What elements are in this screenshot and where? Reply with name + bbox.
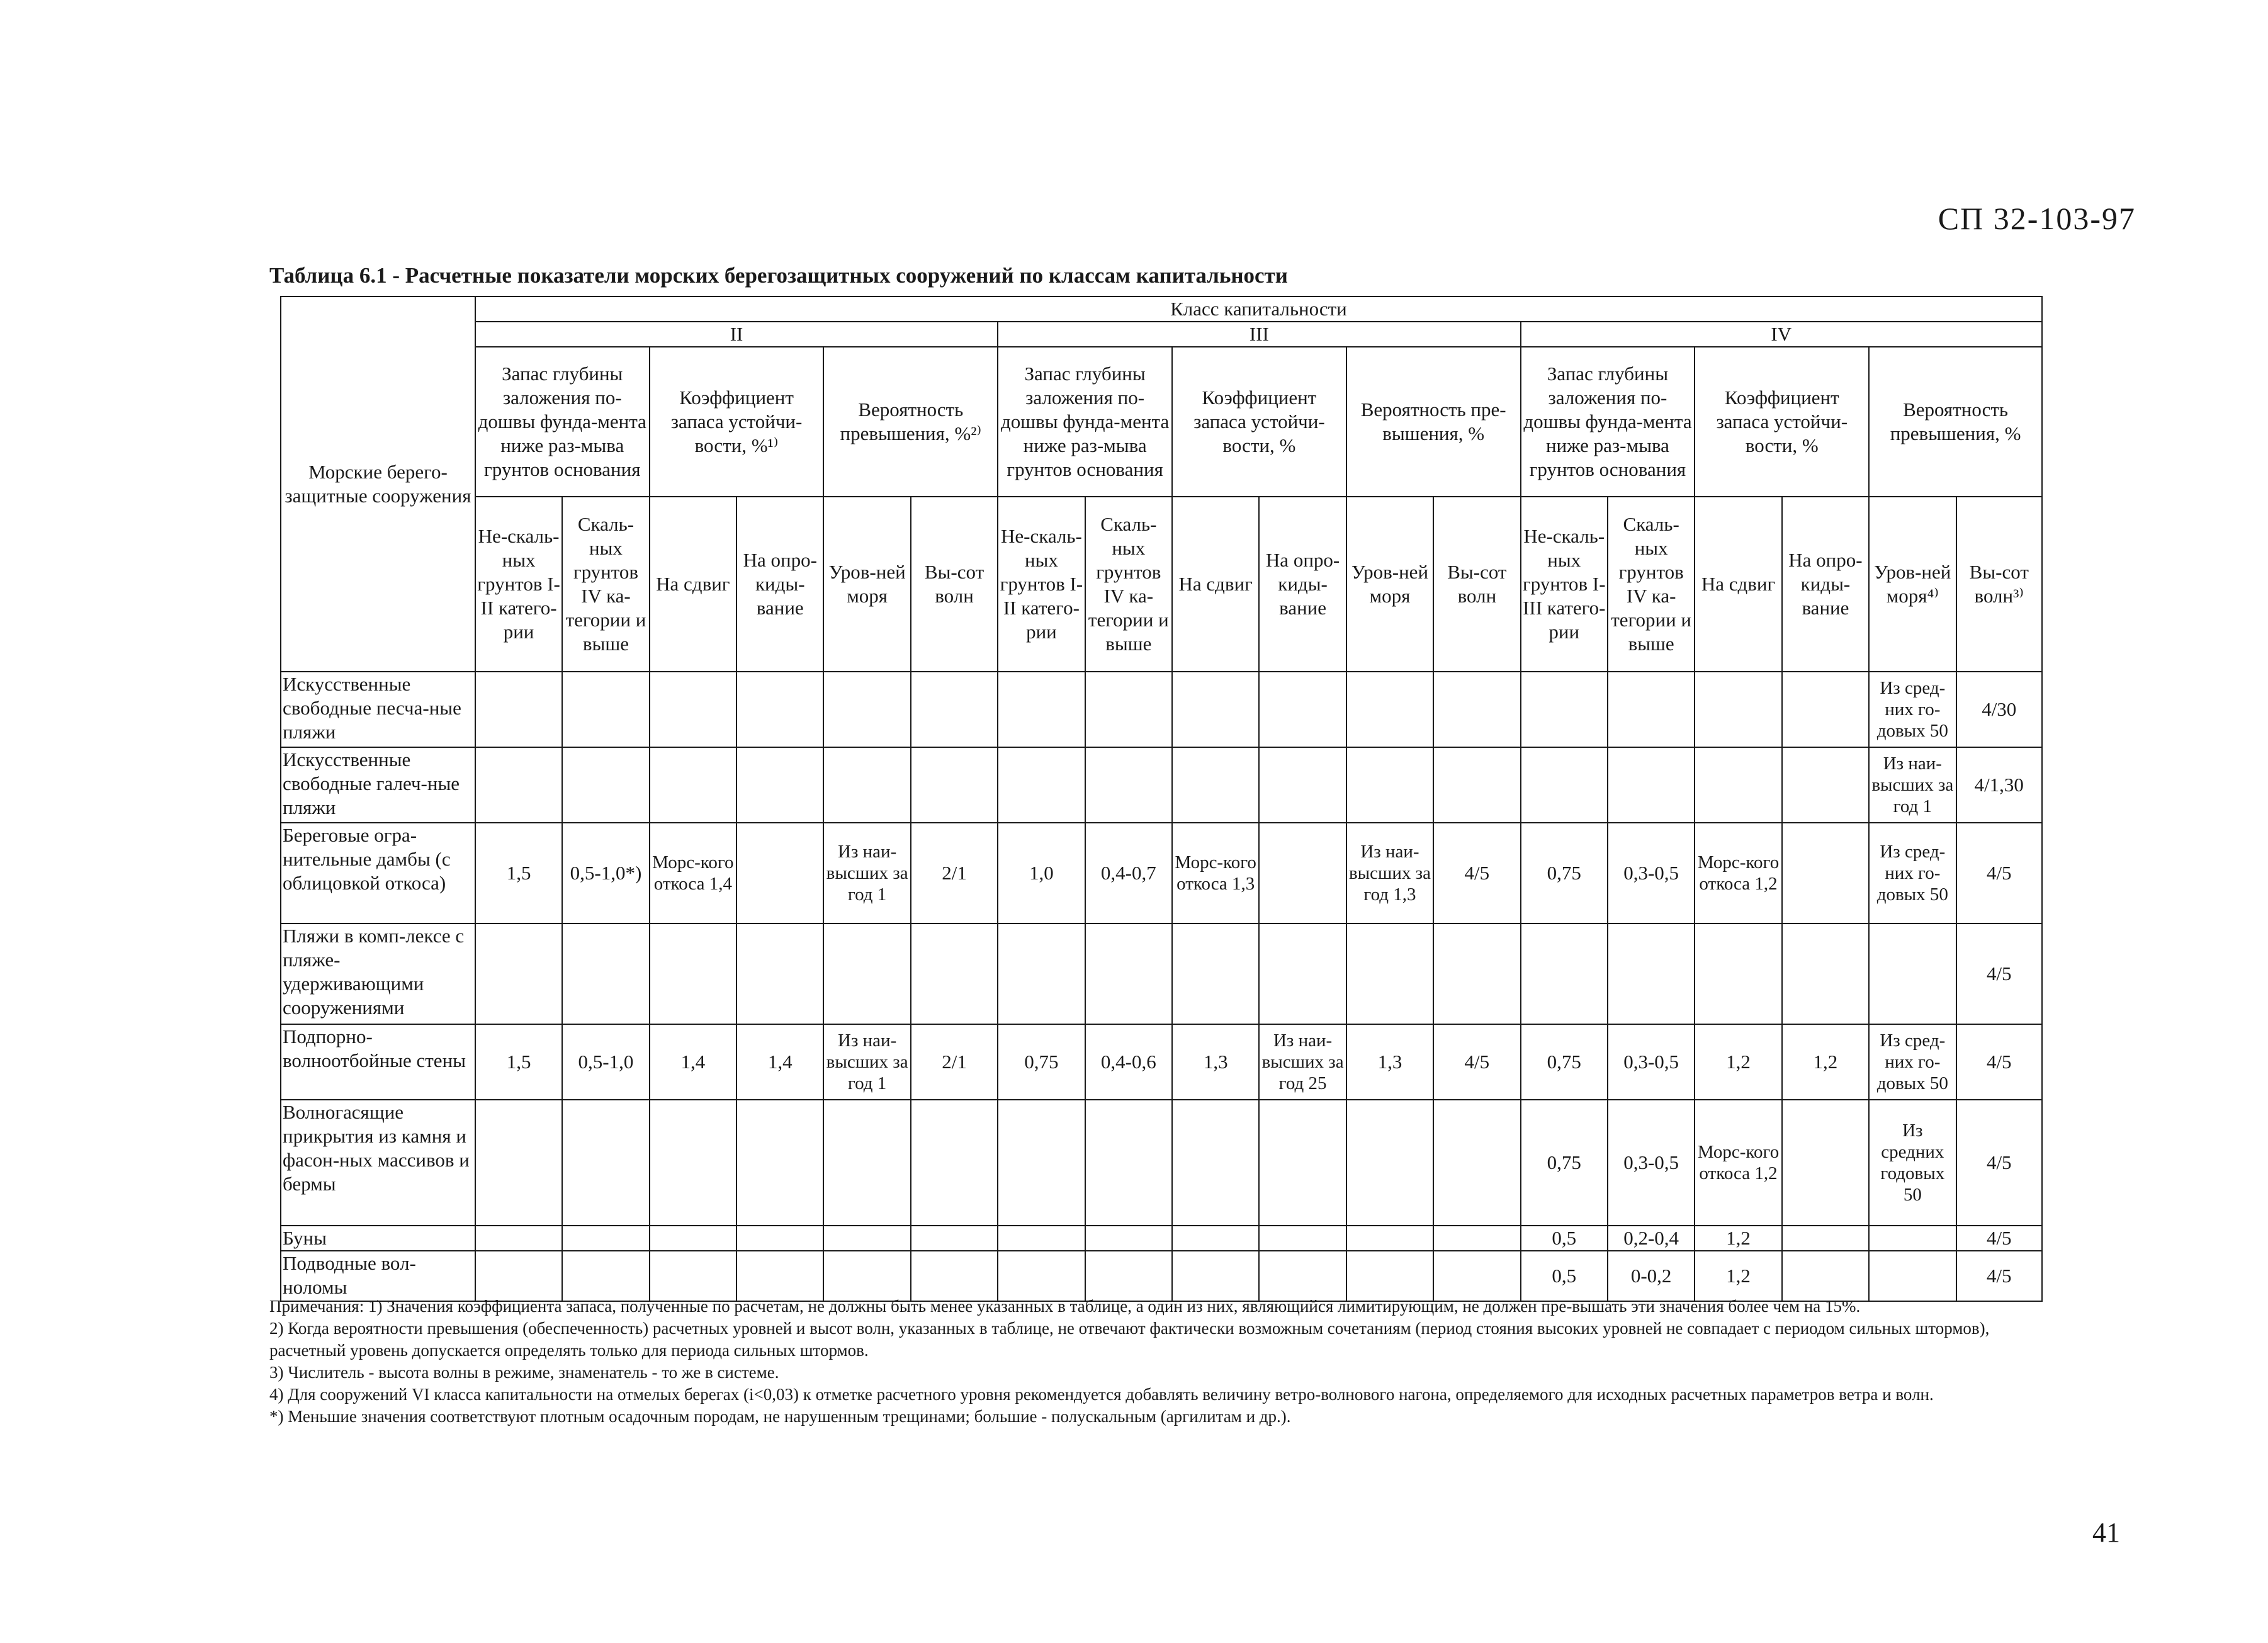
structure-name-cell: Буны: [281, 1226, 475, 1251]
value-cell: Морс-кого откоса 1,2: [1695, 823, 1781, 923]
row-header-cell: Морские берего-защитные сооружения: [281, 296, 475, 672]
value-cell: 1,4: [736, 1024, 823, 1100]
value-cell: 1,4: [650, 1024, 736, 1100]
value-cell: 0,75: [998, 1024, 1085, 1100]
value-cell: [823, 747, 910, 823]
value-cell: [1085, 923, 1172, 1024]
table-row: [281, 1100, 2042, 1226]
value-cell: 1,0: [998, 823, 1085, 923]
sub-nonrock-iv: Не-скаль-ных грунтов I-III катего-рии: [1521, 497, 1608, 672]
value-cell: [998, 1226, 1085, 1251]
sub-sea-ii: Уров-ней моря: [823, 497, 910, 672]
value-cell: 1,5: [475, 823, 562, 923]
value-cell: [1085, 672, 1172, 747]
value-cell: 4/5: [1433, 823, 1520, 923]
sub-shear-ii: На сдвиг: [650, 497, 736, 672]
value-cell: [1346, 1251, 1433, 1301]
group-coef-iv: Коэффициент запаса устойчи-вости, %: [1695, 347, 1869, 497]
table-row: [281, 672, 2042, 747]
value-cell: [736, 1251, 823, 1301]
value-cell: [736, 823, 823, 923]
value-cell: [562, 1100, 649, 1226]
note-4: 4) Для сооружений VI класса капитальности на отмелых берегах (i<0,03) к отметке расчетного уровня рекомендуется добавлять величину ветро-волнового нагона, определяемого для исходных расчетных параметров ветра и волн.: [269, 1385, 1934, 1404]
structure-name-cell: Береговые огра-нительные дамбы (с облицовкой откоса): [281, 823, 475, 923]
header-row-groups: [281, 347, 2042, 497]
sub-shear-iv: На сдвиг: [1695, 497, 1781, 672]
value-cell: [823, 1251, 910, 1301]
value-cell: [1433, 1226, 1520, 1251]
table-row: [281, 823, 2042, 923]
value-cell: [650, 672, 736, 747]
table-row: [281, 1024, 2042, 1100]
header-row-subcolumns: [281, 497, 2042, 672]
table-row: [281, 923, 2042, 1024]
group-depth-iii: Запас глубины заложения по-дошвы фунда-мента ниже раз-мыва грунтов основания: [998, 347, 1172, 497]
value-cell: [1085, 1100, 1172, 1226]
value-cell: [1433, 747, 1520, 823]
sub-rock-iii: Скаль-ных грунтов IV ка-тегории и выше: [1085, 497, 1172, 672]
class-header-cell: Класс капитальности: [475, 296, 2042, 322]
value-cell: [736, 1100, 823, 1226]
value-cell: [1259, 823, 1346, 923]
value-cell: 2/1: [911, 823, 998, 923]
value-cell: [1869, 1251, 1956, 1301]
value-cell: Из наи-высших за год 1: [1869, 747, 1956, 823]
value-cell: [1433, 1100, 1520, 1226]
structure-name-cell: Волногасящие прикрытия из камня и фасон-ных массивов и бермы: [281, 1100, 475, 1226]
value-cell: 4/5: [1956, 1100, 2042, 1226]
value-cell: 0,3-0,5: [1608, 1024, 1695, 1100]
structure-name-cell: Подводные вол-ноломы: [281, 1251, 475, 1301]
notes-block: [269, 1296, 2045, 1428]
value-cell: [1346, 923, 1433, 1024]
group-prob-ii: Вероятность превышения, %²⁾: [823, 347, 998, 497]
table-container: [280, 296, 2043, 1302]
value-cell: [1346, 747, 1433, 823]
sub-overturn-iv: На опро-киды-вание: [1782, 497, 1869, 672]
value-cell: [736, 1226, 823, 1251]
sub-rock-iv: Скаль-ных грунтов IV ка-тегории и выше: [1608, 497, 1695, 672]
sub-shear-iii: На сдвиг: [1172, 497, 1259, 672]
value-cell: [650, 747, 736, 823]
value-cell: 1,2: [1695, 1251, 1781, 1301]
sub-wave-iii: Вы-сот волн: [1433, 497, 1520, 672]
value-cell: [1259, 923, 1346, 1024]
value-cell: [823, 923, 910, 1024]
value-cell: 0,75: [1521, 823, 1608, 923]
value-cell: [650, 923, 736, 1024]
value-cell: 0,5: [1521, 1251, 1608, 1301]
value-cell: 0,3-0,5: [1608, 1100, 1695, 1226]
table-row: [281, 747, 2042, 823]
value-cell: Из средних годовых 50: [1869, 1100, 1956, 1226]
group-depth-ii: Запас глубины заложения по-дошвы фунда-мента ниже раз-мыва грунтов основания: [475, 347, 650, 497]
value-cell: [1346, 1226, 1433, 1251]
value-cell: 4/1,30: [1956, 747, 2042, 823]
value-cell: [1695, 923, 1781, 1024]
value-cell: [1695, 672, 1781, 747]
value-cell: [650, 1226, 736, 1251]
group-coef-iii: Коэффициент запаса устойчи-вости, %: [1172, 347, 1346, 497]
value-cell: 0,5-1,0*): [562, 823, 649, 923]
value-cell: Из наи-высших за год 1: [823, 1024, 910, 1100]
value-cell: [1346, 1100, 1433, 1226]
value-cell: [1433, 1251, 1520, 1301]
value-cell: Из наи-высших за год 25: [1259, 1024, 1346, 1100]
value-cell: 4/30: [1956, 672, 2042, 747]
value-cell: [911, 672, 998, 747]
value-cell: [1782, 1226, 1869, 1251]
value-cell: [823, 1100, 910, 1226]
value-cell: Из наи-высших за год 1,3: [1346, 823, 1433, 923]
sub-overturn-iii: На опро-киды-вание: [1259, 497, 1346, 672]
group-prob-iii: Вероятность пре-вышения, %: [1346, 347, 1521, 497]
value-cell: Морс-кого откоса 1,4: [650, 823, 736, 923]
group-coef-ii: Коэффициент запаса устойчи-вости, %¹⁾: [650, 347, 824, 497]
value-cell: [1433, 672, 1520, 747]
value-cell: [1172, 1251, 1259, 1301]
value-cell: [1869, 1226, 1956, 1251]
value-cell: [823, 1226, 910, 1251]
value-cell: [998, 923, 1085, 1024]
value-cell: [475, 672, 562, 747]
value-cell: 1,2: [1695, 1226, 1781, 1251]
value-cell: 1,2: [1782, 1024, 1869, 1100]
value-cell: 0,75: [1521, 1100, 1608, 1226]
sub-sea-iv: Уров-ней моря⁴⁾: [1869, 497, 1956, 672]
value-cell: 1,3: [1346, 1024, 1433, 1100]
value-cell: [1259, 1251, 1346, 1301]
value-cell: [562, 672, 649, 747]
structure-name-cell: Подпорно-волноотбойные стены: [281, 1024, 475, 1100]
value-cell: Из сред-них го-довых 50: [1869, 823, 1956, 923]
value-cell: [1172, 672, 1259, 747]
page-number: 41: [2092, 1517, 2120, 1548]
document-code: СП 32-103-97: [1938, 201, 2136, 236]
value-cell: [736, 672, 823, 747]
sub-wave-iv: Вы-сот волн³⁾: [1956, 497, 2042, 672]
value-cell: Из сред-них го-довых 50: [1869, 672, 1956, 747]
table-caption: Таблица 6.1 - Расчетные показатели морских берегозащитных сооружений по классам капитальности: [269, 263, 1288, 288]
value-cell: [1172, 1226, 1259, 1251]
value-cell: 4/5: [1956, 1226, 2042, 1251]
value-cell: [475, 1226, 562, 1251]
table-body: [281, 672, 2042, 1301]
value-cell: [1695, 747, 1781, 823]
value-cell: [1085, 1226, 1172, 1251]
value-cell: [1782, 823, 1869, 923]
value-cell: [475, 923, 562, 1024]
value-cell: 0-0,2: [1608, 1251, 1695, 1301]
value-cell: [911, 1251, 998, 1301]
value-cell: [998, 1251, 1085, 1301]
value-cell: 2/1: [911, 1024, 998, 1100]
value-cell: [911, 747, 998, 823]
note-2: 2) Когда вероятности превышения (обеспеченность) расчетных уровней и высот волн, указанных в таблице, не отвечают фактически возможным сочетаниям (период стояния высоких уровней не совпадает с периодом сильных штормов), расчетный уровень допускается определять только для периода сильных штормов.: [269, 1319, 1990, 1360]
value-cell: [998, 672, 1085, 747]
value-cell: [1608, 923, 1695, 1024]
value-cell: [911, 923, 998, 1024]
value-cell: [1433, 923, 1520, 1024]
value-cell: [650, 1100, 736, 1226]
value-cell: [1521, 672, 1608, 747]
value-cell: [1259, 1226, 1346, 1251]
value-cell: [475, 1100, 562, 1226]
value-cell: 0,3-0,5: [1608, 823, 1695, 923]
note-5: *) Меньшие значения соответствуют плотным осадочным породам, не нарушенным трещинами; большие - полускальным (аргилитам и др.).: [269, 1407, 1291, 1426]
structure-name-cell: Искусственные свободные песча-ные пляжи: [281, 672, 475, 747]
value-cell: [562, 1226, 649, 1251]
sub-rock-ii: Скаль-ных грунтов IV ка-тегории и выше: [562, 497, 649, 672]
header-row-class: [281, 296, 2042, 322]
value-cell: [1172, 1100, 1259, 1226]
group-prob-iv: Вероятность превышения, %: [1869, 347, 2042, 497]
value-cell: [1259, 747, 1346, 823]
value-cell: 4/5: [1956, 1251, 2042, 1301]
value-cell: [998, 1100, 1085, 1226]
value-cell: 0,2-0,4: [1608, 1226, 1695, 1251]
value-cell: [1782, 923, 1869, 1024]
note-3: 3) Числитель - высота волны в режиме, знаменатель - то же в системе.: [269, 1363, 779, 1382]
class-ii-cell: II: [475, 322, 998, 347]
value-cell: 0,4-0,6: [1085, 1024, 1172, 1100]
value-cell: 0,75: [1521, 1024, 1608, 1100]
value-cell: [998, 747, 1085, 823]
value-cell: 0,5-1,0: [562, 1024, 649, 1100]
value-cell: [562, 1251, 649, 1301]
value-cell: [1782, 747, 1869, 823]
value-cell: [1608, 747, 1695, 823]
value-cell: [911, 1100, 998, 1226]
value-cell: [1521, 923, 1608, 1024]
value-cell: Из сред-них го-довых 50: [1869, 1024, 1956, 1100]
value-cell: [1346, 672, 1433, 747]
value-cell: Морс-кого откоса 1,3: [1172, 823, 1259, 923]
value-cell: 0,4-0,7: [1085, 823, 1172, 923]
header-row-classes: [281, 322, 2042, 347]
structure-name-cell: Искусственные свободные галеч-ные пляжи: [281, 747, 475, 823]
value-cell: Из наи-высших за год 1: [823, 823, 910, 923]
group-depth-iv: Запас глубины заложения по-дошвы фунда-мента ниже раз-мыва грунтов основания: [1521, 347, 1695, 497]
value-cell: [1782, 1100, 1869, 1226]
value-cell: 1,2: [1695, 1024, 1781, 1100]
value-cell: [823, 672, 910, 747]
value-cell: [1085, 747, 1172, 823]
value-cell: [1521, 747, 1608, 823]
value-cell: 4/5: [1956, 923, 2042, 1024]
value-cell: [650, 1251, 736, 1301]
sub-nonrock-iii: Не-скаль-ных грунтов I-II катего-рии: [998, 497, 1085, 672]
value-cell: [475, 747, 562, 823]
sub-wave-ii: Вы-сот волн: [911, 497, 998, 672]
value-cell: [562, 923, 649, 1024]
value-cell: [1259, 1100, 1346, 1226]
sub-nonrock-ii: Не-скаль-ных грунтов I-II катего-рии: [475, 497, 562, 672]
value-cell: [1085, 1251, 1172, 1301]
value-cell: 4/5: [1956, 823, 2042, 923]
table-row: [281, 1251, 2042, 1301]
value-cell: [1782, 672, 1869, 747]
capital-class-table: [280, 296, 2043, 1302]
value-cell: [1172, 923, 1259, 1024]
note-1: Примечания: 1) Значения коэффициента запаса, полученные по расчетам, не должны быть менее указанных в таблице, а один из них, являющийся лимитирующим, не должен пре-вышать эти значения более чем на 15%.: [269, 1297, 1861, 1316]
sub-overturn-ii: На опро-киды-вание: [736, 497, 823, 672]
value-cell: [1608, 672, 1695, 747]
value-cell: Морс-кого откоса 1,2: [1695, 1100, 1781, 1226]
value-cell: [1172, 747, 1259, 823]
table-row: [281, 1226, 2042, 1251]
value-cell: 1,3: [1172, 1024, 1259, 1100]
value-cell: [1782, 1251, 1869, 1301]
value-cell: [1259, 672, 1346, 747]
value-cell: [736, 747, 823, 823]
value-cell: [475, 1251, 562, 1301]
value-cell: 4/5: [1956, 1024, 2042, 1100]
value-cell: 0,5: [1521, 1226, 1608, 1251]
structure-name-cell: Пляжи в комп-лексе с пляже-удерживающими сооружениями: [281, 923, 475, 1024]
value-cell: 1,5: [475, 1024, 562, 1100]
value-cell: [562, 747, 649, 823]
value-cell: 4/5: [1433, 1024, 1520, 1100]
class-iv-cell: IV: [1521, 322, 2042, 347]
class-iii-cell: III: [998, 322, 1520, 347]
value-cell: [911, 1226, 998, 1251]
sub-sea-iii: Уров-ней моря: [1346, 497, 1433, 672]
value-cell: [1869, 923, 1956, 1024]
value-cell: [736, 923, 823, 1024]
